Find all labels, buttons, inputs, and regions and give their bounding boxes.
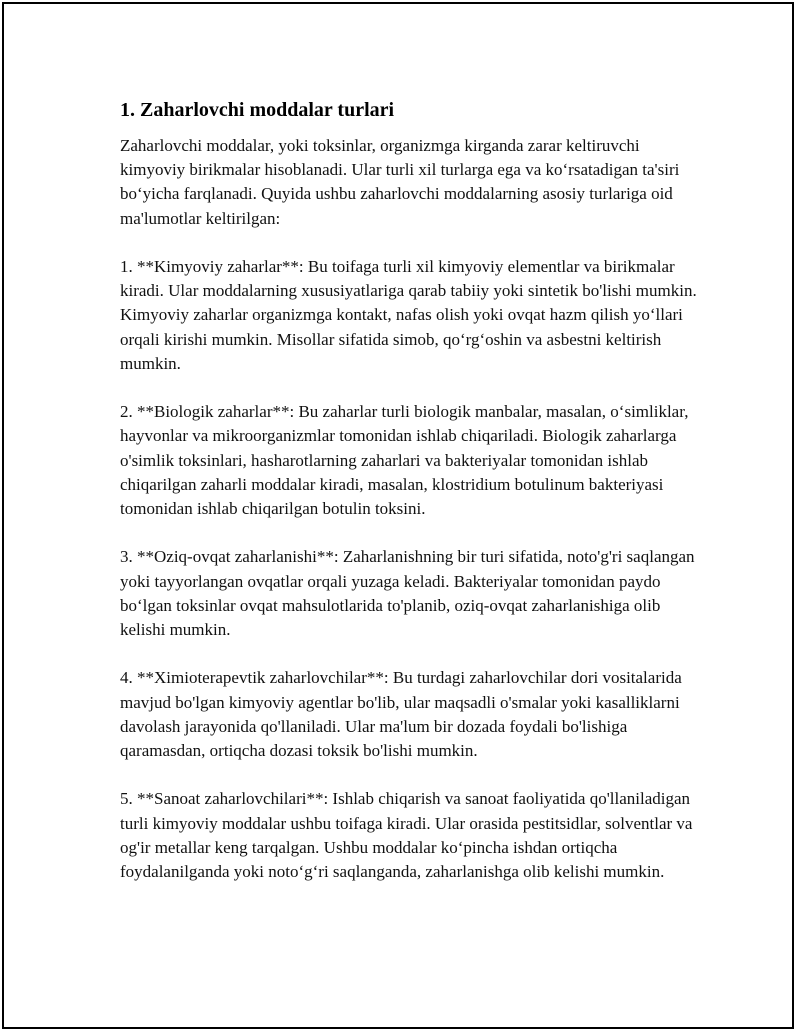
document-body xyxy=(120,98,700,908)
paragraph-chemotherapeutic-poisons: 4. **Ximioterapevtik zaharlovchilar**: Bu turdagi zaharlovchilar dori vositalarida mavjud bo'lgan kimyoviy agentlar bo'lib, ular maqsadli o'smalar yoki kasalliklarni davolash jarayonida qo'llaniladi. Ular ma'lum bir dozada foydali bo'lishiga qaramasdan, ortiqcha dozasi toksik bo'lishi mumkin. xyxy=(120,668,682,761)
paragraph-chemical-poisons: 1. **Kimyoviy zaharlar**: Bu toifaga turli xil kimyoviy elementlar va birikmalar kiradi. Ular moddalarning xususiyatlariga qarab tabiiy yoki sintetik bo'lishi mumkin. Kimyoviy zaharlar organizmga kontakt, nafas olish yoki ovqat hazm qilish yo‘llari orqali kirishi mumkin. Misollar sifatida simob, qo‘rg‘oshin va asbestni keltirish mumkin. xyxy=(120,257,697,373)
paragraph-industrial-poisons: 5. **Sanoat zaharlovchilari**: Ishlab chiqarish va sanoat faoliyatida qo'llaniladigan turli kimyoviy moddalar ushbu toifaga kiradi. Ular orasida pestitsidlar, solventlar va og'ir metallar keng tarqalgan. Ushbu moddalar ko‘pincha ishdan ortiqcha foydalanilganda yoki noto‘g‘ri saqlanganda, zaharlanishga olib kelishi mumkin. xyxy=(120,789,693,882)
section-heading: 1. Zaharlovchi moddalar turlari xyxy=(120,99,395,121)
document-page xyxy=(2,2,794,1029)
paragraph-biological-poisons: 2. **Biologik zaharlar**: Bu zaharlar turli biologik manbalar, masalan, o‘simliklar, hayvonlar va mikroorganizmlar tomonidan ishlab chiqariladi. Biologik zaharlarga o'simlik toksinlari, hasharotlarning zaharlari va bakteriyalar tomonidan ishlab chiqarilgan zaharli moddalar kiradi, masalan, klostridium botulinum bakteriyasi tomonidan ishlab chiqarilgan botulin toksini. xyxy=(120,402,689,519)
intro-paragraph: Zaharlovchi moddalar, yoki toksinlar, organizmga kirganda zarar keltiruvchi kimyoviy birikmalar hisoblanadi. Ular turli xil turlarga ega va ko‘rsatadigan ta'siri bo‘yicha farqlanadi. Quyida ushbu zaharlovchi moddalarning asosiy turlariga oid ma'lumotlar keltirilgan: xyxy=(120,136,680,228)
paragraph-food-poisoning: 3. **Oziq-ovqat zaharlanishi**: Zaharlanishning bir turi sifatida, noto'g'ri saqlangan yoki tayyorlangan ovqatlar orqali yuzaga keladi. Bakteriyalar tomonidan paydo bo‘lgan toksinlar ovqat mahsulotlarida to'planib, oziq-ovqat zaharlanishiga olib kelishi mumkin. xyxy=(120,547,695,640)
